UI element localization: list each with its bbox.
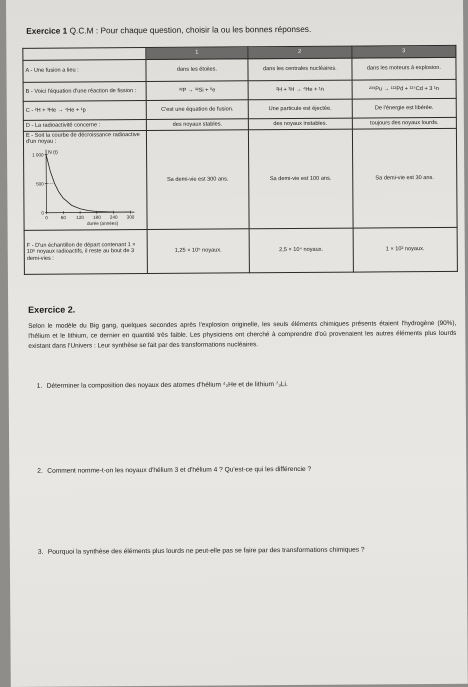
question-3 <box>38 545 448 558</box>
answer-e1: Sa demi-vie est 300 ans. <box>146 130 249 230</box>
question-1-number: 1. <box>36 382 43 390</box>
exercise1-label: Exercice 1 <box>26 25 68 36</box>
question-1-text: Déterminer la composition des noyaux des atomes d'hélium ⁴₂He et de lithium ⁷₃Li. <box>46 381 288 390</box>
question-2 <box>37 464 447 477</box>
answer-f1: 1,25 × 10⁵ noyaux. <box>147 229 249 274</box>
question-1 <box>37 379 447 392</box>
header-col-1: 1 <box>146 47 248 60</box>
decay-curve <box>46 154 130 212</box>
answer-f2: 2,5 × 10⁴ noyaux. <box>249 228 353 273</box>
x-tick-label: 300 <box>126 214 135 220</box>
x-tick-label: 120 <box>76 214 84 220</box>
question-d: D - La radioactivité concerne : <box>23 120 146 132</box>
answer-a3: dans les moteurs à explosion. <box>352 57 456 80</box>
y-tick-label: 1 000 <box>32 152 44 158</box>
exercise1-title <box>26 24 311 36</box>
header-col-2: 2 <box>248 46 352 59</box>
y-axis-label: N (t) <box>48 149 58 156</box>
question-e-cell <box>23 131 147 231</box>
qcm-row-f <box>24 227 457 274</box>
answer-e2: Sa demi-vie est 100 ans. <box>248 129 353 229</box>
x-axis-label: durée (années) <box>86 220 119 226</box>
x-tick-label: 180 <box>93 214 101 220</box>
question-e: E - Soit la courbe de décroissance radioactive d'un noyau : <box>25 132 140 146</box>
question-3-number: 3. <box>37 548 44 556</box>
question-c: C - ²H + ³He → ⁴He + ¹p <box>23 101 146 121</box>
answer-b2: ²H + ³H → ⁴He + ¹n <box>248 80 352 100</box>
y-tick-label: 0 <box>41 210 45 216</box>
answer-f3: 1 × 10² noyaux. <box>353 227 458 272</box>
x-tick-label: 240 <box>109 214 118 220</box>
question-2-text: Comment nomme-t-on les noyaux d'hélium 3 et d'hélium 4 ? Qu'est-ce qui les différencie ? <box>47 465 312 475</box>
decay-chart <box>26 146 141 229</box>
qcm-table <box>22 45 458 275</box>
answer-d2: des noyaux instables. <box>248 118 352 130</box>
question-b: B - Voici l'équation d'une réaction de fission : <box>23 82 146 102</box>
answer-c1: C'est une équation de fusion. <box>146 100 248 120</box>
exercise1-instruction: Q.C.M : Pour chaque question, choisir la ou les bonnes réponses. <box>67 23 312 36</box>
question-a: A - Une fusion a lieu : <box>23 60 146 83</box>
exercise2-title: Exercice 2. <box>28 304 76 315</box>
question-3-text: Pourquoi la synthèse des éléments plus lourds ne peut-elle pas se faire par des transformations chimiques ? <box>47 546 365 556</box>
question-2-number: 2. <box>37 467 43 475</box>
answer-c2: Une particule est éjectée. <box>248 99 352 119</box>
answer-a2: dans les centrales nucléaires. <box>248 58 352 81</box>
answer-d1: des noyaux stables. <box>146 119 248 131</box>
exercise2-paragraph: Selon le modèle du Big gang, quelques secondes après l'explosion originelle, les seuls éléments chimiques présents étaient l'hydrogène (90%), l'hélium et le lithium, ce dernier en quantité très faible. Les physiciens ont cherché à comprendre d'où provenaient les autres éléments plus lourds existant dans l'Univers : Leur synthèse se fait par des transformations nucléaires. <box>28 319 457 350</box>
question-f: F - D'un échantillon de départ contenant 1 × 10⁶ noyaux radioactifs, il reste au bout de 3 demi-vies : <box>24 229 147 274</box>
answer-d3: toujours des noyaux lourds. <box>352 117 456 129</box>
answer-c3: De l'énergie est libérée. <box>352 98 456 118</box>
answer-b3: ²³⁹Pu → ¹¹²Pd + ¹²⁴Cd + 3 ¹n <box>352 79 456 99</box>
y-tick-label: 500 <box>36 181 44 187</box>
header-col-3: 3 <box>352 45 456 58</box>
answer-b1: ³²P → ³²Si + ⁰e <box>146 81 248 101</box>
answer-e3: Sa demi-vie est 30 ans. <box>352 128 457 228</box>
answer-a1: dans les étoiles. <box>146 59 248 82</box>
x-tick-label: 0 <box>45 215 48 221</box>
header-blank-cell <box>23 48 146 61</box>
worksheet-page <box>6 0 468 687</box>
qcm-row-e <box>23 128 457 230</box>
x-tick-label: 60 <box>60 214 66 220</box>
qcm-row-a <box>23 57 456 82</box>
